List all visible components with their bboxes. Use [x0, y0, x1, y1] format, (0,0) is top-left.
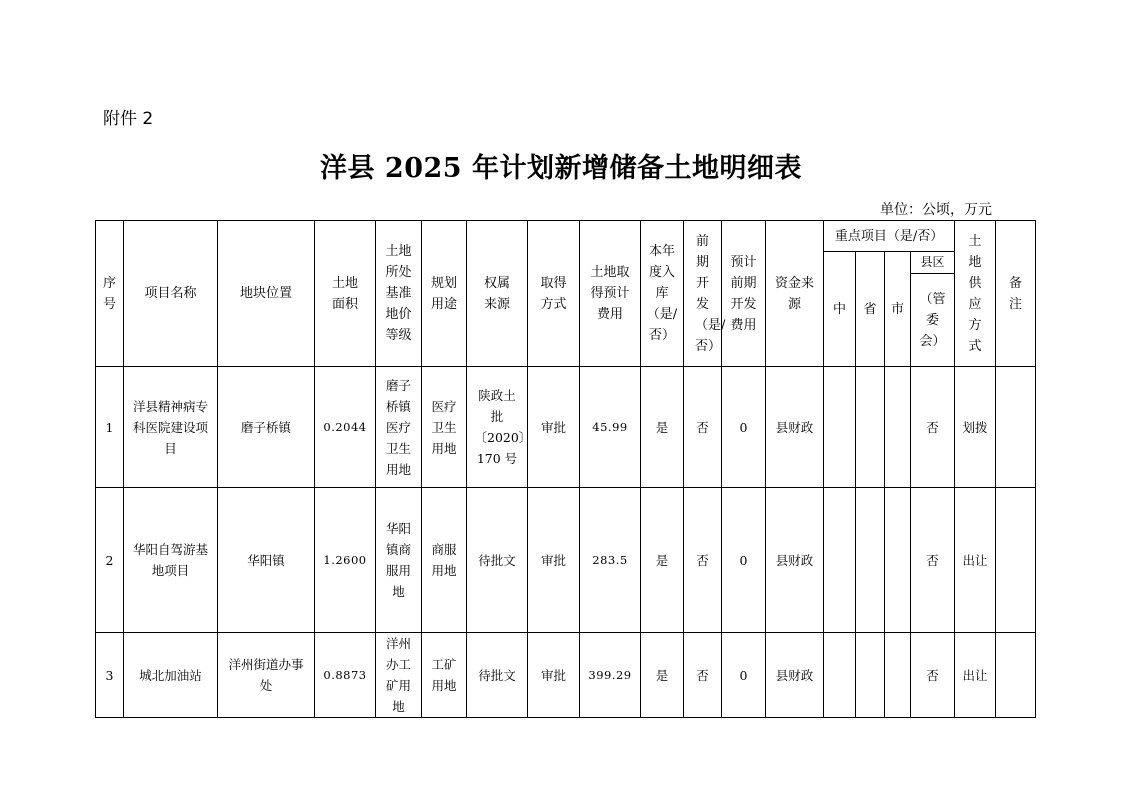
header-usage: 规划用途: [422, 221, 467, 367]
cell-ownership: 待批文: [467, 633, 528, 718]
cell-fund: 县财政: [766, 367, 824, 488]
cell-city: [885, 367, 911, 488]
cell-pre-dev: 否: [684, 367, 722, 488]
cell-ownership: 待批文: [467, 488, 528, 633]
cell-central: [824, 633, 856, 718]
header-committee: （管委会）: [911, 274, 955, 367]
cell-name: 华阳自驾游基地项目: [124, 488, 218, 633]
cell-price-level: 洋州办工矿用地: [376, 633, 422, 718]
cell-cost: 283.5: [580, 488, 641, 633]
cell-central: [824, 367, 856, 488]
cell-county: 否: [911, 488, 955, 633]
table-row: [96, 488, 1036, 633]
header-price-level: 土地所处基准地价等级: [376, 221, 422, 367]
table-row: [96, 633, 1036, 718]
cell-pre-dev: 否: [684, 488, 722, 633]
header-cost: 土地取得预计费用: [580, 221, 641, 367]
cell-price-level: 磨子桥镇医疗卫生用地: [376, 367, 422, 488]
header-name: 项目名称: [124, 221, 218, 367]
cell-method: 审批: [528, 488, 580, 633]
cell-city: [885, 488, 911, 633]
header-location: 地块位置: [218, 221, 315, 367]
cell-name: 洋县精神病专科医院建设项目: [124, 367, 218, 488]
cell-remark: [996, 633, 1036, 718]
cell-supply: 划拨: [955, 367, 996, 488]
cell-cost: 399.29: [580, 633, 641, 718]
header-key-project: 重点项目（是/否）: [824, 221, 955, 252]
cell-pre-dev-cost: 0: [722, 367, 766, 488]
header-central: 中: [824, 252, 856, 367]
header-area: 土地面积: [315, 221, 376, 367]
cell-area: 1.2600: [315, 488, 376, 633]
cell-seq: 1: [96, 367, 124, 488]
cell-in-storage: 是: [641, 633, 684, 718]
cell-method: 审批: [528, 633, 580, 718]
cell-area: 0.2044: [315, 367, 376, 488]
cell-supply: 出让: [955, 488, 996, 633]
header-city: 市: [885, 252, 911, 367]
cell-location: 华阳镇: [218, 488, 315, 633]
cell-province: [856, 633, 885, 718]
cell-remark: [996, 367, 1036, 488]
cell-seq: 3: [96, 633, 124, 718]
cell-price-level: 华阳镇商服用地: [376, 488, 422, 633]
header-method: 取得方式: [528, 221, 580, 367]
cell-in-storage: 是: [641, 488, 684, 633]
header-seq: 序号: [96, 221, 124, 367]
cell-ownership: 陕政土批〔2020〕170 号: [467, 367, 528, 488]
cell-city: [885, 633, 911, 718]
cell-usage: 商服用地: [422, 488, 467, 633]
cell-seq: 2: [96, 488, 124, 633]
header-remark: 备注: [996, 221, 1036, 367]
header-supply: 土地供应方式: [955, 221, 996, 367]
cell-county: 否: [911, 367, 955, 488]
cell-area: 0.8873: [315, 633, 376, 718]
header-fund: 资金来源: [766, 221, 824, 367]
cell-usage: 医疗卫生用地: [422, 367, 467, 488]
header-province: 省: [856, 252, 885, 367]
cell-pre-dev-cost: 0: [722, 488, 766, 633]
unit-note: 单位：公顷，万元: [880, 202, 992, 218]
cell-in-storage: 是: [641, 367, 684, 488]
cell-remark: [996, 488, 1036, 633]
cell-location: 磨子桥镇: [218, 367, 315, 488]
cell-name: 城北加油站: [124, 633, 218, 718]
cell-cost: 45.99: [580, 367, 641, 488]
cell-central: [824, 488, 856, 633]
header-ownership: 权属来源: [467, 221, 528, 367]
land-reserve-table: [95, 220, 1036, 718]
cell-supply: 出让: [955, 633, 996, 718]
cell-fund: 县财政: [766, 633, 824, 718]
cell-county: 否: [911, 633, 955, 718]
cell-method: 审批: [528, 367, 580, 488]
cell-location: 洋州街道办事处: [218, 633, 315, 718]
header-row: [96, 221, 1036, 252]
cell-fund: 县财政: [766, 488, 824, 633]
cell-province: [856, 488, 885, 633]
cell-pre-dev-cost: 0: [722, 633, 766, 718]
table-row: [96, 367, 1036, 488]
header-county: 县区: [911, 252, 955, 274]
cell-pre-dev: 否: [684, 633, 722, 718]
attachment-label: 附件 2: [103, 109, 154, 129]
cell-province: [856, 367, 885, 488]
header-pre-dev: 前期开发（是/否）: [684, 221, 722, 367]
header-in-storage: 本年度入库（是/否）: [641, 221, 684, 367]
header-pre-dev-cost: 预计前期开发费用: [722, 221, 766, 367]
page-title: 洋县 2025 年计划新增储备土地明细表: [320, 153, 802, 184]
cell-usage: 工矿用地: [422, 633, 467, 718]
